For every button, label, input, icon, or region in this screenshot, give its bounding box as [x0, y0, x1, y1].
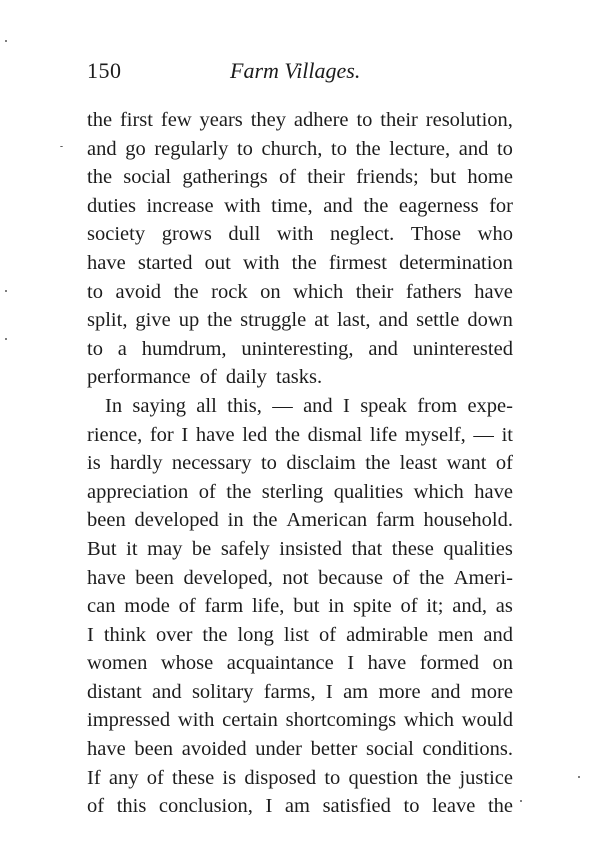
text-line: to avoid the rock on which their fathers have	[87, 280, 513, 303]
page-number: 150	[87, 58, 122, 83]
scan-speck	[520, 800, 522, 802]
scan-speck	[5, 338, 7, 340]
text-line: have started out with the firmest determination	[87, 251, 513, 274]
text-line: to a humdrum, uninteresting, and uninterested	[87, 337, 513, 360]
text-line: In saying all this, — and I speak from expe-	[105, 394, 513, 417]
text-line: been developed in the American farm household.	[87, 509, 513, 532]
text-line: split, give up the struggle at last, and settle down	[87, 309, 513, 332]
text-line: distant and solitary farms, I am more and more	[87, 680, 513, 703]
text-line: rience, for I have led the dismal life myself, — it	[87, 423, 513, 446]
text-line: duties increase with time, and the eagerness for	[87, 194, 513, 217]
text-line: women whose acquaintance I have formed on	[87, 652, 513, 675]
text-line: impressed with certain shortcomings which would	[87, 709, 513, 732]
scan-speck	[60, 146, 63, 147]
text-line: have been developed, not because of the Ameri-	[87, 566, 513, 589]
text-line: can mode of farm life, but in spite of it; and, as	[87, 595, 513, 618]
scan-speck	[5, 40, 7, 42]
text-line: society grows dull with neglect. Those who	[87, 223, 513, 246]
text-line: the first few years they adhere to their resolution,	[87, 109, 513, 131]
body-text	[87, 106, 513, 821]
running-title: Farm Villages.	[230, 58, 361, 83]
text-line: and go regularly to church, to the lecture, and to	[87, 137, 513, 160]
text-line: But it may be safely insisted that these qualities	[87, 537, 513, 560]
text-line: performance of daily tasks.	[87, 366, 323, 389]
scan-speck	[578, 776, 580, 778]
scan-speck	[5, 290, 7, 292]
text-line: have been avoided under better social conditions.	[87, 738, 513, 761]
text-line: is hardly necessary to disclaim the least want of	[87, 452, 513, 475]
text-line: appreciation of the sterling qualities which have	[87, 480, 513, 503]
text-line: the social gatherings of their friends; but home	[87, 166, 513, 189]
text-line: If any of these is disposed to question the justice	[87, 766, 513, 789]
text-line: I think over the long list of admirable men and	[87, 623, 513, 646]
text-line: of this conclusion, I am satisfied to leave the	[87, 795, 513, 818]
running-head	[87, 58, 513, 90]
